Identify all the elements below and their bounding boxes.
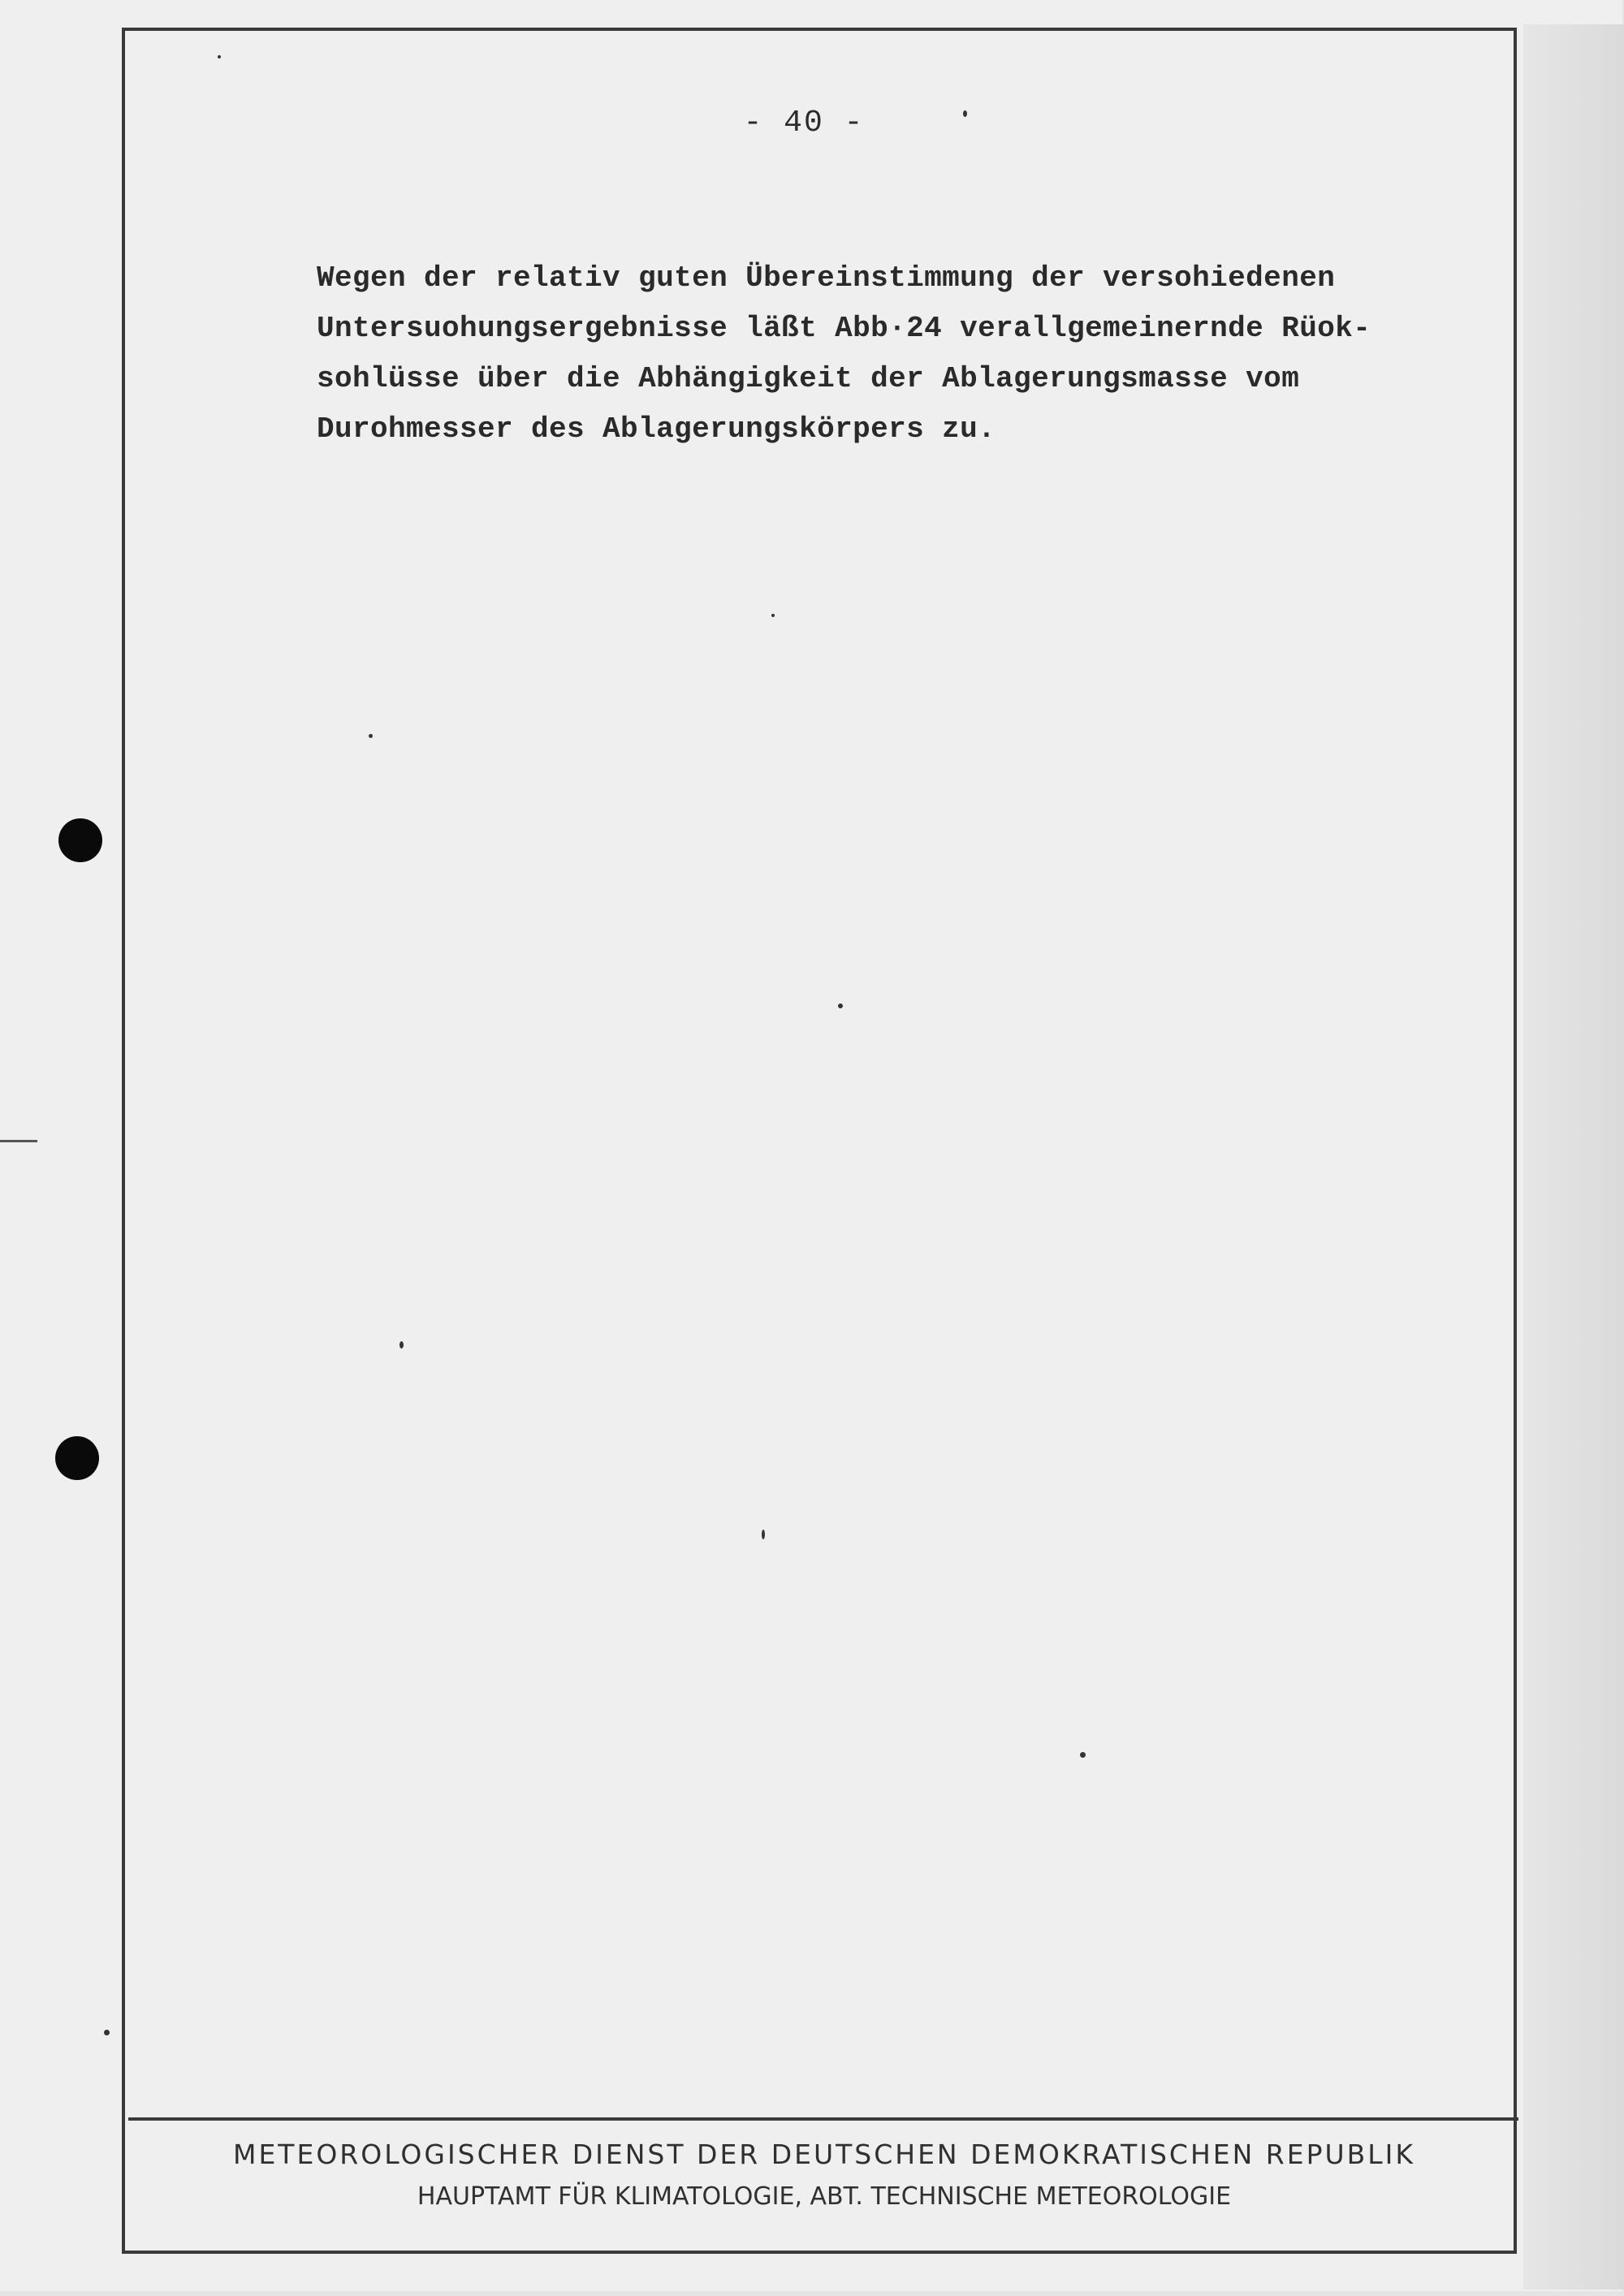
paper-speck [218, 55, 221, 58]
body-paragraph [317, 253, 1502, 455]
footer-divider [128, 2117, 1518, 2121]
punch-hole [58, 818, 102, 862]
body-line: Durohmesser des Ablagerungskörpers zu. [317, 412, 996, 446]
paper-speck [762, 1530, 765, 1539]
paper-speck [104, 2030, 110, 2035]
paper-speck [838, 1003, 843, 1008]
page-number: - 40 - [743, 106, 865, 140]
paper-speck [400, 1341, 404, 1349]
paper-speck [369, 734, 373, 738]
body-line: Untersuohungsergebnisse läßt Abb·24 verallgemeinernde Rüok- [317, 312, 1371, 345]
footer-institution: METEOROLOGISCHER DIENST DER DEUTSCHEN DEMOKRATISCHEN REPUBLIK [232, 2138, 1416, 2170]
fold-mark [0, 1140, 37, 1142]
footer-department: HAUPTAMT FÜR KLIMATOLOGIE, ABT. TECHNISCHE METEOROLOGIE [417, 2182, 1232, 2211]
paper-speck [1080, 1752, 1086, 1758]
punch-hole [55, 1436, 99, 1480]
body-line: sohlüsse über die Abhängigkeit der Ablagerungsmasse vom [317, 362, 1300, 395]
paper-speck [963, 110, 967, 117]
paper-speck [771, 614, 775, 617]
page-edge-shadow [1523, 24, 1624, 2290]
body-line: Wegen der relativ guten Übereinstimmung der versohiedenen [317, 261, 1336, 295]
